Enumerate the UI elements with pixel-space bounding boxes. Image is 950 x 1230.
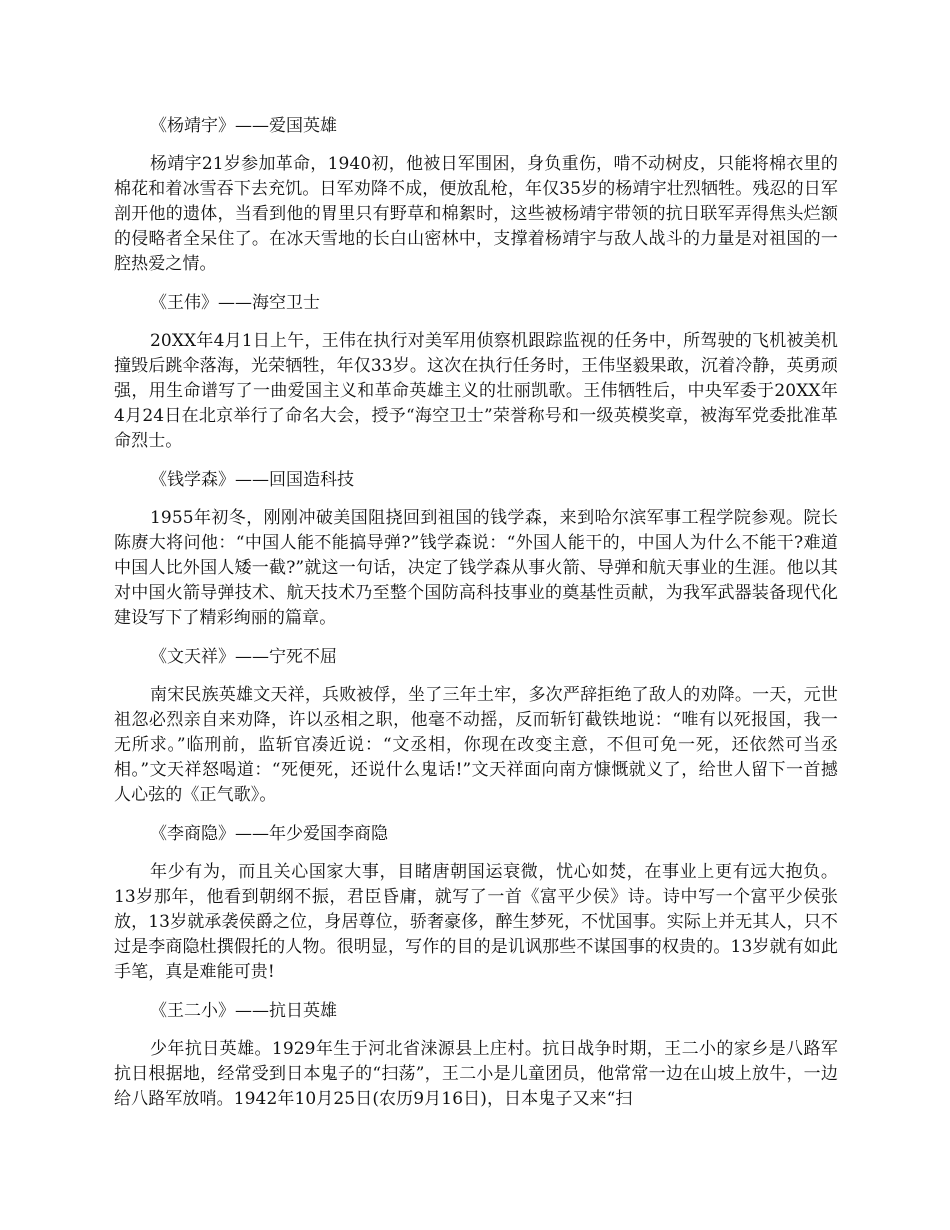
section-paragraph: 1955年初冬，刚刚冲破美国阻挠回到祖国的钱学森，来到哈尔滨军事工程学院参观。院长陈赓大将问他：“中国人能不能搞导弹?”钱学森说：“外国人能干的，中国人为什么不能干?难道中国人比外国人矮一截?”就这一句话，决定了钱学森从事火箭、导弹和航天事业的生涯。他以其对中国火箭导弹技术、航天技术乃至整个国防高科技事业的奠基性贡献，为我军武器装备现代化建设写下了精彩绚丽的篇章。 xyxy=(114,508,838,628)
section-qian-xuesen xyxy=(114,466,838,631)
section-heading: 《杨靖宇》——爱国英雄 xyxy=(150,116,337,136)
section-paragraph: 南宋民族英雄文天祥，兵败被俘，坐了三年土牢，多次严辞拒绝了敌人的劝降。一天，元世祖忽必烈亲自来劝降，许以丞相之职，他毫不动摇，反而斩钉截铁地说：“唯有以死报国，我一无所求。”临刑前，监斩官凑近说：“文丞相，你现在改变主意，不但可免一死，还依然可当丞相。”文天祥怒喝道：“死便死，还说什么鬼话!”文天祥面向南方慷慨就义了，给世人留下一首撼人心弦的《正气歌》。 xyxy=(114,685,838,805)
section-paragraph: 年少有为，而且关心国家大事，目睹唐朝国运衰微，忧心如焚，在事业上更有远大抱负。13岁那年，他看到朝纲不振，君臣昏庸，就写了一首《富平少侯》诗。诗中写一个富平少侯张放，13岁就承袭侯爵之位，身居尊位，骄奢豪侈，醉生梦死，不忧国事。实际上并无其人，只不过是李商隐杜撰假托的人物。很明显，写作的目的是讥讽那些不谋国事的权贵的。13岁就有如此手笔，真是难能可贵! xyxy=(114,862,838,982)
section-heading: 《王二小》——抗日英雄 xyxy=(150,1001,337,1021)
section-yang-jingyu xyxy=(114,112,838,277)
section-heading: 《钱学森》——回国造科技 xyxy=(150,470,354,490)
section-wang-wei xyxy=(114,289,838,454)
section-paragraph: 20XX年4月1日上午，王伟在执行对美军用侦察机跟踪监视的任务中，所驾驶的飞机被美机撞毁后跳伞落海，光荣牺牲，年仅33岁。这次在执行任务时，王伟坚毅果敢，沉着冷静，英勇顽强，用生命谱写了一曲爱国主义和革命英雄主义的壮丽凯歌。王伟牺牲后，中央军委于20XX年4月24日在北京举行了命名大会，授予“海空卫士”荣誉称号和一级英模奖章，被海军党委批准革命烈士。 xyxy=(114,331,838,451)
section-heading: 《李商隐》——年少爱国李商隐 xyxy=(150,824,388,844)
section-heading: 《王伟》——海空卫士 xyxy=(150,293,320,313)
document-content xyxy=(114,112,838,1124)
section-wen-tianxiang xyxy=(114,643,838,808)
section-paragraph: 杨靖宇21岁参加革命，1940初，他被日军围困，身负重伤，啃不动树皮，只能将棉衣里的棉花和着冰雪吞下去充饥。日军劝降不成，便放乱枪，年仅35岁的杨靖宇壮烈牺牲。残忍的日军剖开他的遗体，当看到他的胃里只有野草和棉絮时，这些被杨靖宇带领的抗日联军弄得焦头烂额的侵略者全呆住了。在冰天雪地的长白山密林中，支撑着杨靖宇与敌人战斗的力量是对祖国的一腔热爱之情。 xyxy=(114,154,838,274)
section-paragraph: 少年抗日英雄。1929年生于河北省涞源县上庄村。抗日战争时期，王二小的家乡是八路军抗日根据地，经常受到日本鬼子的“扫荡”，王二小是儿童团员，他常常一边在山坡上放牛，一边给八路军放哨。1942年10月25日(农历9月16日)，日本鬼子又来“扫 xyxy=(114,1039,838,1109)
section-wang-erxiao xyxy=(114,997,838,1112)
section-heading: 《文天祥》——宁死不屈 xyxy=(150,647,337,667)
section-li-shangyin xyxy=(114,820,838,985)
